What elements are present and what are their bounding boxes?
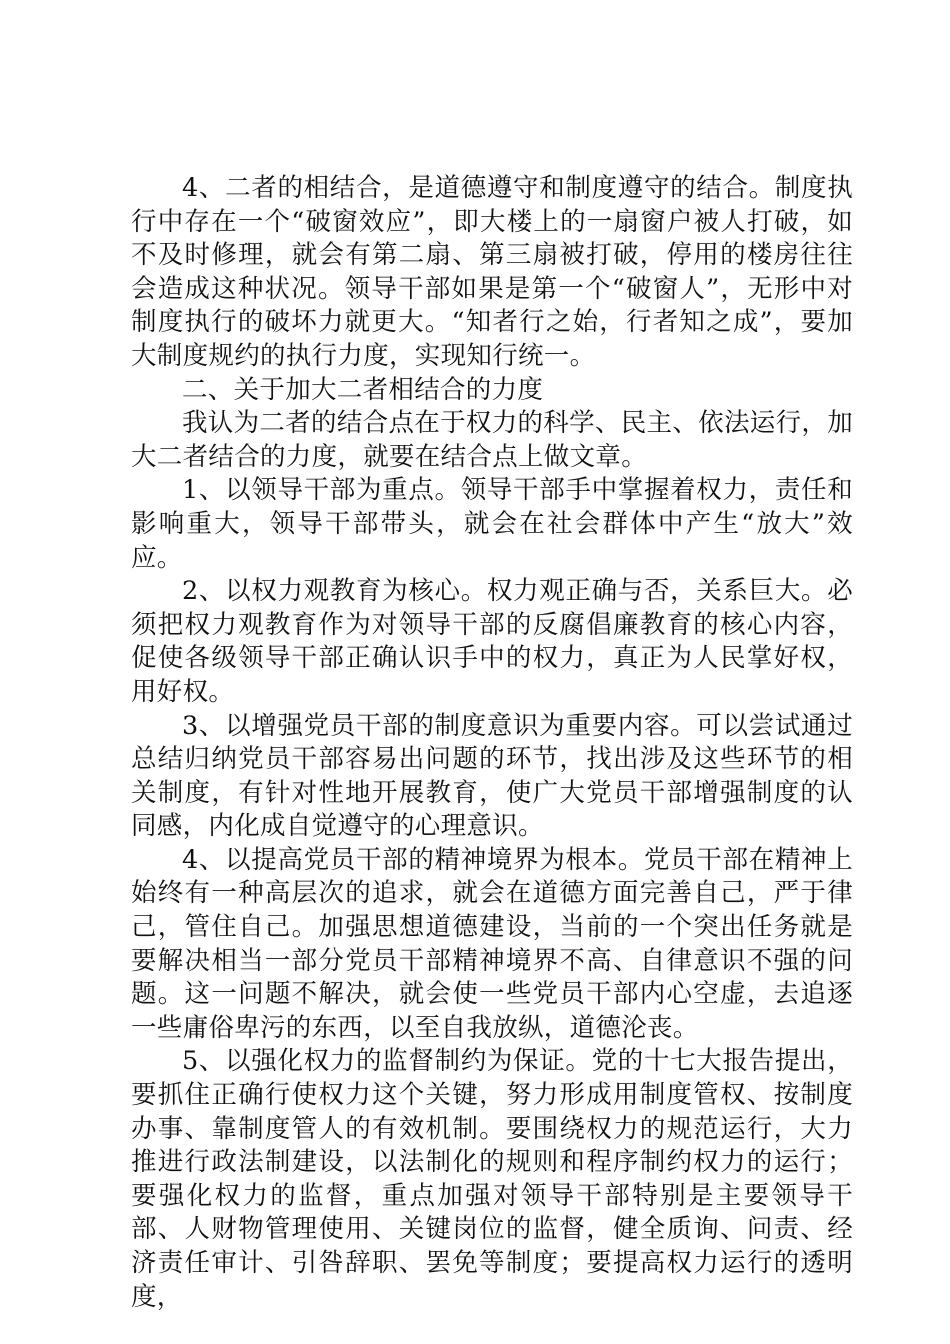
paragraph-2: 我认为二者的结合点在于权力的科学、民主、依法运行，加大二者结合的力度，就要在结合点上做文章。: [131, 408, 853, 472]
paragraph-7: 5、以强化权力的监督制约为保证。党的十七大报告提出，要抓住正确行使权力这个关键，努力形成用制度管权、按制度办事、靠制度管人的有效机制。要围绕权力的规范运行，大力推进行政法制建设，以法制化的规则和程序制约权力的运行；要强化权力的监督，重点加强对领导干部特别是主要领导干部、人财物管理使用、关键岗位的监督，健全质询、问责、经济责任审计、引咎辞职、罢免等制度；要提高权力运行的透明度，: [131, 1046, 853, 1312]
paragraph-4: 2、以权力观教育为核心。权力观正确与否，关系巨大。必须把权力观教育作为对领导干部的反腐倡廉教育的核心内容，促使各级领导干部正确认识手中的权力，真正为人民掌好权，用好权。: [131, 576, 853, 707]
paragraph-5: 3、以增强党员干部的制度意识为重要内容。可以尝试通过总结归纳党员干部容易出问题的环节，找出涉及这些环节的相关制度，有针对性地开展教育，使广大党员干部增强制度的认同感，内化成自觉遵守的心理意识。: [131, 710, 853, 842]
section-heading: 二、关于加大二者相结合的力度: [182, 374, 544, 405]
paragraph-3: 1、以领导干部为重点。领导干部手中掌握着权力，责任和影响重大，领导干部带头，就会在社会群体中产生“放大”效应。: [131, 475, 853, 573]
paragraph-6: 4、以提高党员干部的精神境界为根本。党员干部在精神上始终有一种高层次的追求，就会在道德方面完善自己，严于律己，管住自己。加强思想道德建设，当前的一个突出任务就是要解决相当一部分党员干部精神境界不高、自律意识不强的问题。这一问题不解决，就会使一些党员干部内心空虚，去追逐一些庸俗卑污的东西，以至自我放纵，道德沦丧。: [131, 844, 853, 1043]
paragraph-1: 4、二者的相结合，是道德遵守和制度遵守的结合。制度执行中存在一个“破窗效应”，即大楼上的一扇窗户被人打破，如不及时修理，就会有第二扇、第三扇被打破，停用的楼房往往会造成这种状况。领导干部如果是第一个“破窗人”，无形中对制度执行的破坏力就更大。“知者行之始，行者知之成”，要加大制度规约的执行力度，实现知行统一。: [131, 173, 853, 371]
document-body: [131, 172, 853, 1314]
